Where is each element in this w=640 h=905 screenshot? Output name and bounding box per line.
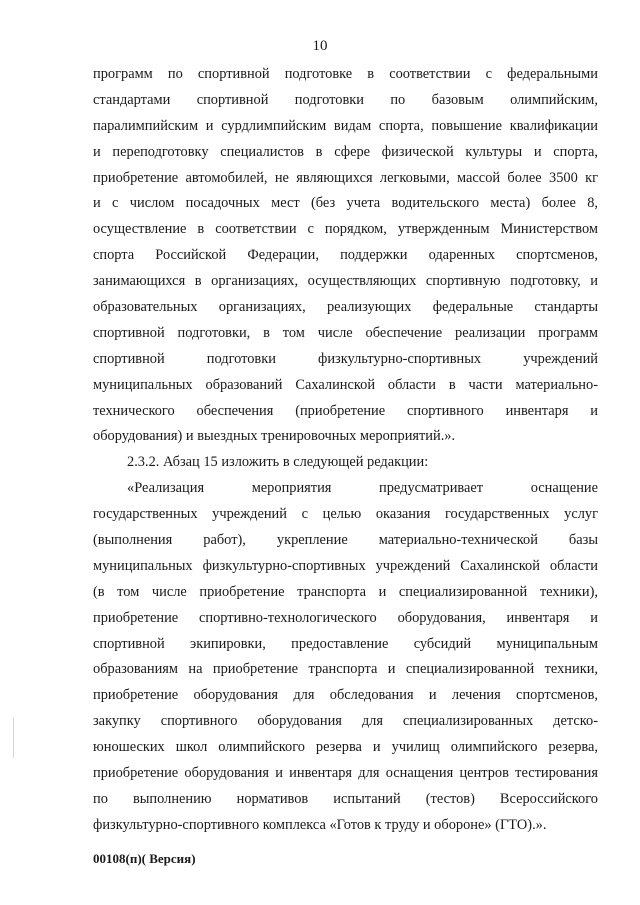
text-line: и переподготовку специалистов в сфере физической культуры и спорта,: [93, 143, 598, 160]
text-line: занимающихся в организациях, осуществляющих спортивную подготовку, и: [93, 273, 598, 290]
text-line: спортивной экипировки, предоставление субсидий муниципальным: [93, 635, 598, 652]
body-text: [93, 62, 598, 839]
text-line: паралимпийским и сурдлимпийским видам спорта, повышение квалификации: [93, 117, 598, 134]
text-line: приобретение автомобилей, не являющихся легковыми, массой более 3500 кг: [93, 169, 598, 186]
text-line: приобретение спортивно-технологического оборудования, инвентаря и: [93, 609, 598, 626]
text-line: спорта Российской Федерации, поддержки одаренных спортсменов,: [93, 247, 598, 264]
text-line: и с числом посадочных мест (без учета водительского места) более 8,: [93, 195, 598, 212]
text-line: программ по спортивной подготовке в соответствии с федеральными: [93, 66, 598, 82]
text-line: юношеских школ олимпийского резерва и училищ олимпийского резерва,: [93, 739, 598, 756]
section-heading: 2.3.2. Абзац 15 изложить в следующей редакции:: [127, 454, 429, 471]
text-line: оборудования) и выездных тренировочных мероприятий.».: [93, 428, 456, 445]
text-line: образованиям на приобретение транспорта и специализированной техники,: [93, 661, 598, 678]
text-line: спортивной подготовки физкультурно-спортивных учреждений: [93, 350, 598, 367]
margin-scan-mark: [13, 718, 14, 758]
text-line: (в том числе приобретение транспорта и специализированной техники),: [93, 583, 598, 600]
text-line: осуществление в соответствии с порядком, утвержденным Министерством: [93, 221, 598, 238]
text-line: приобретение оборудования для обследования и лечения спортсменов,: [93, 687, 598, 704]
text-line: образовательных организациях, реализующих федеральные стандарты: [93, 299, 598, 316]
text-line: закупку спортивного оборудования для специализированных детско-: [93, 713, 598, 730]
text-line: государственных учреждений с целью оказания государственных услуг: [93, 506, 598, 523]
document-code: 00108(п)( Версия): [93, 851, 196, 866]
page-number: 10: [312, 38, 328, 54]
text-line: (выполнения работ), укрепление материально-технической базы: [93, 532, 598, 549]
text-line: по выполнению нормативов испытаний (тестов) Всероссийского: [93, 790, 598, 807]
text-line: спортивной подготовки, в том числе обеспечение реализации программ: [93, 324, 598, 341]
text-line: технического обеспечения (приобретение спортивного инвентаря и: [93, 402, 598, 419]
text-line: приобретение оборудования и инвентаря для оснащения центров тестирования: [93, 765, 598, 782]
text-line: муниципальных образований Сахалинской области в части материально-: [93, 376, 598, 393]
text-line: «Реализация мероприятия предусматривает оснащение: [127, 480, 598, 497]
text-line: физкультурно-спортивного комплекса «Готов к труду и обороне» (ГТО).».: [93, 816, 547, 833]
text-line: стандартами спортивной подготовки по базовым олимпийским,: [93, 91, 598, 108]
text-line: муниципальных физкультурно-спортивных учреждений Сахалинской области: [93, 557, 598, 574]
